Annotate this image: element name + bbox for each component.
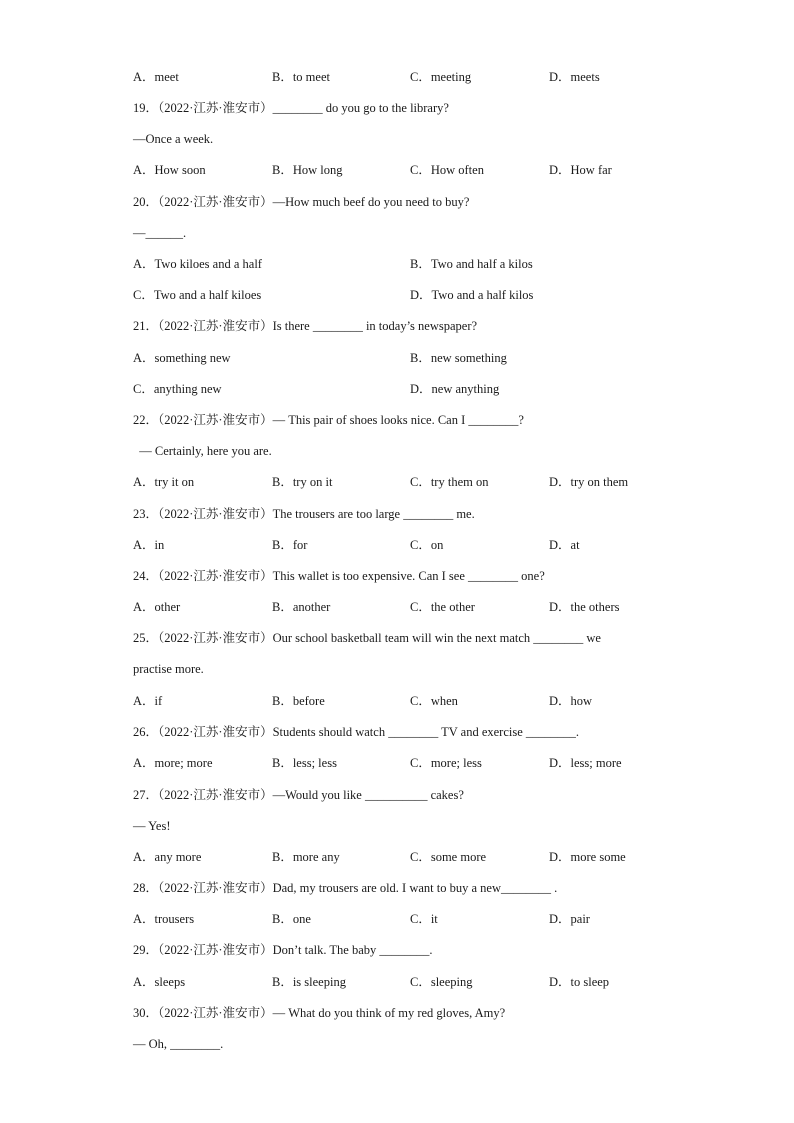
text-line: — Oh, ________. xyxy=(133,1037,224,1051)
option-b: B．for xyxy=(272,538,308,552)
option-c: C．Two and a half kiloes xyxy=(133,288,262,302)
options-row xyxy=(133,350,693,366)
option-b: B．before xyxy=(272,694,325,708)
option-b: B．less; less xyxy=(272,756,337,770)
option-c: C．sleeping xyxy=(410,975,473,989)
option-a: A．more; more xyxy=(133,756,213,770)
option-d: D．the others xyxy=(549,600,620,614)
options-row xyxy=(133,755,693,771)
option-d: D．Two and a half kilos xyxy=(410,288,534,302)
option-d: D．how xyxy=(549,694,593,708)
options-row xyxy=(133,849,693,865)
question-stem: 25．（2022·江苏·淮安市）Our school basketball team will win the next match ________ we xyxy=(133,631,601,645)
text-line: practise more. xyxy=(133,662,204,676)
options-row xyxy=(133,69,693,85)
option-a: A．sleeps xyxy=(133,975,186,989)
option-c: C．on xyxy=(410,538,444,552)
question-stem: 23．（2022·江苏·淮安市）The trousers are too large ________ me. xyxy=(133,507,475,521)
option-c: C．it xyxy=(410,912,438,926)
option-a: A．other xyxy=(133,600,181,614)
options-row xyxy=(133,474,693,490)
question-stem: 24．（2022·江苏·淮安市）This wallet is too expensive. Can I see ________ one? xyxy=(133,569,545,583)
options-row xyxy=(133,256,693,272)
options-row xyxy=(133,974,693,990)
option-a: A．any more xyxy=(133,850,202,864)
option-a: A．Two kiloes and a half xyxy=(133,257,262,271)
options-row xyxy=(133,381,693,397)
option-a: A．trousers xyxy=(133,912,195,926)
option-d: D．try on them xyxy=(549,475,629,489)
option-d: D．How far xyxy=(549,163,612,177)
text-line: —______. xyxy=(133,226,187,240)
option-a: A．something new xyxy=(133,351,231,365)
option-d: D．less; more xyxy=(549,756,622,770)
option-a: A．How soon xyxy=(133,163,206,177)
question-stem: 30．（2022·江苏·淮安市）— What do you think of my red gloves, Amy? xyxy=(133,1006,506,1020)
option-c: C．How often xyxy=(410,163,484,177)
option-d: D．pair xyxy=(549,912,590,926)
text-line: — Yes! xyxy=(133,819,171,833)
question-stem: 21．（2022·江苏·淮安市）Is there ________ in today’s newspaper? xyxy=(133,319,478,333)
question-stem: 29．（2022·江苏·淮安市）Don’t talk. The baby ________. xyxy=(133,943,433,957)
option-b: B．to meet xyxy=(272,70,330,84)
option-b: B．How long xyxy=(272,163,343,177)
question-stem: 19．（2022·江苏·淮安市）________ do you go to the library? xyxy=(133,101,449,115)
option-a: A．try it on xyxy=(133,475,195,489)
option-b: B．Two and half a kilos xyxy=(410,257,533,271)
question-stem: 28．（2022·江苏·淮安市）Dad, my trousers are old. I want to buy a new________ . xyxy=(133,881,558,895)
options-row xyxy=(133,693,693,709)
options-row xyxy=(133,599,693,615)
option-d: D．new anything xyxy=(410,382,500,396)
option-d: D．at xyxy=(549,538,580,552)
option-d: D．to sleep xyxy=(549,975,610,989)
question-stem: 26．（2022·江苏·淮安市）Students should watch ________ TV and exercise ________. xyxy=(133,725,580,739)
question-stem: 27．（2022·江苏·淮安市）—Would you like __________ cakes? xyxy=(133,788,464,802)
text-line: —Once a week. xyxy=(133,132,214,146)
option-a: A．in xyxy=(133,538,165,552)
option-c: C．anything new xyxy=(133,382,222,396)
text-line: — Certainly, here you are. xyxy=(133,444,272,458)
option-b: B．is sleeping xyxy=(272,975,346,989)
question-stem: 20．（2022·江苏·淮安市）—How much beef do you need to buy? xyxy=(133,195,470,209)
option-c: C．when xyxy=(410,694,458,708)
options-row xyxy=(133,911,693,927)
option-b: B．try on it xyxy=(272,475,333,489)
question-stem: 22．（2022·江苏·淮安市）— This pair of shoes looks nice. Can I ________? xyxy=(133,413,524,427)
option-b: B．new something xyxy=(410,351,507,365)
options-row xyxy=(133,162,693,178)
option-c: C．more; less xyxy=(410,756,482,770)
option-b: B．another xyxy=(272,600,331,614)
option-c: C．try them on xyxy=(410,475,489,489)
options-row xyxy=(133,287,693,303)
options-row xyxy=(133,537,693,553)
option-d: D．more some xyxy=(549,850,626,864)
option-b: B．more any xyxy=(272,850,340,864)
option-c: C．meeting xyxy=(410,70,472,84)
option-d: D．meets xyxy=(549,70,600,84)
option-c: C．the other xyxy=(410,600,475,614)
option-a: A．if xyxy=(133,694,163,708)
option-b: B．one xyxy=(272,912,311,926)
option-c: C．some more xyxy=(410,850,487,864)
option-a: A．meet xyxy=(133,70,179,84)
